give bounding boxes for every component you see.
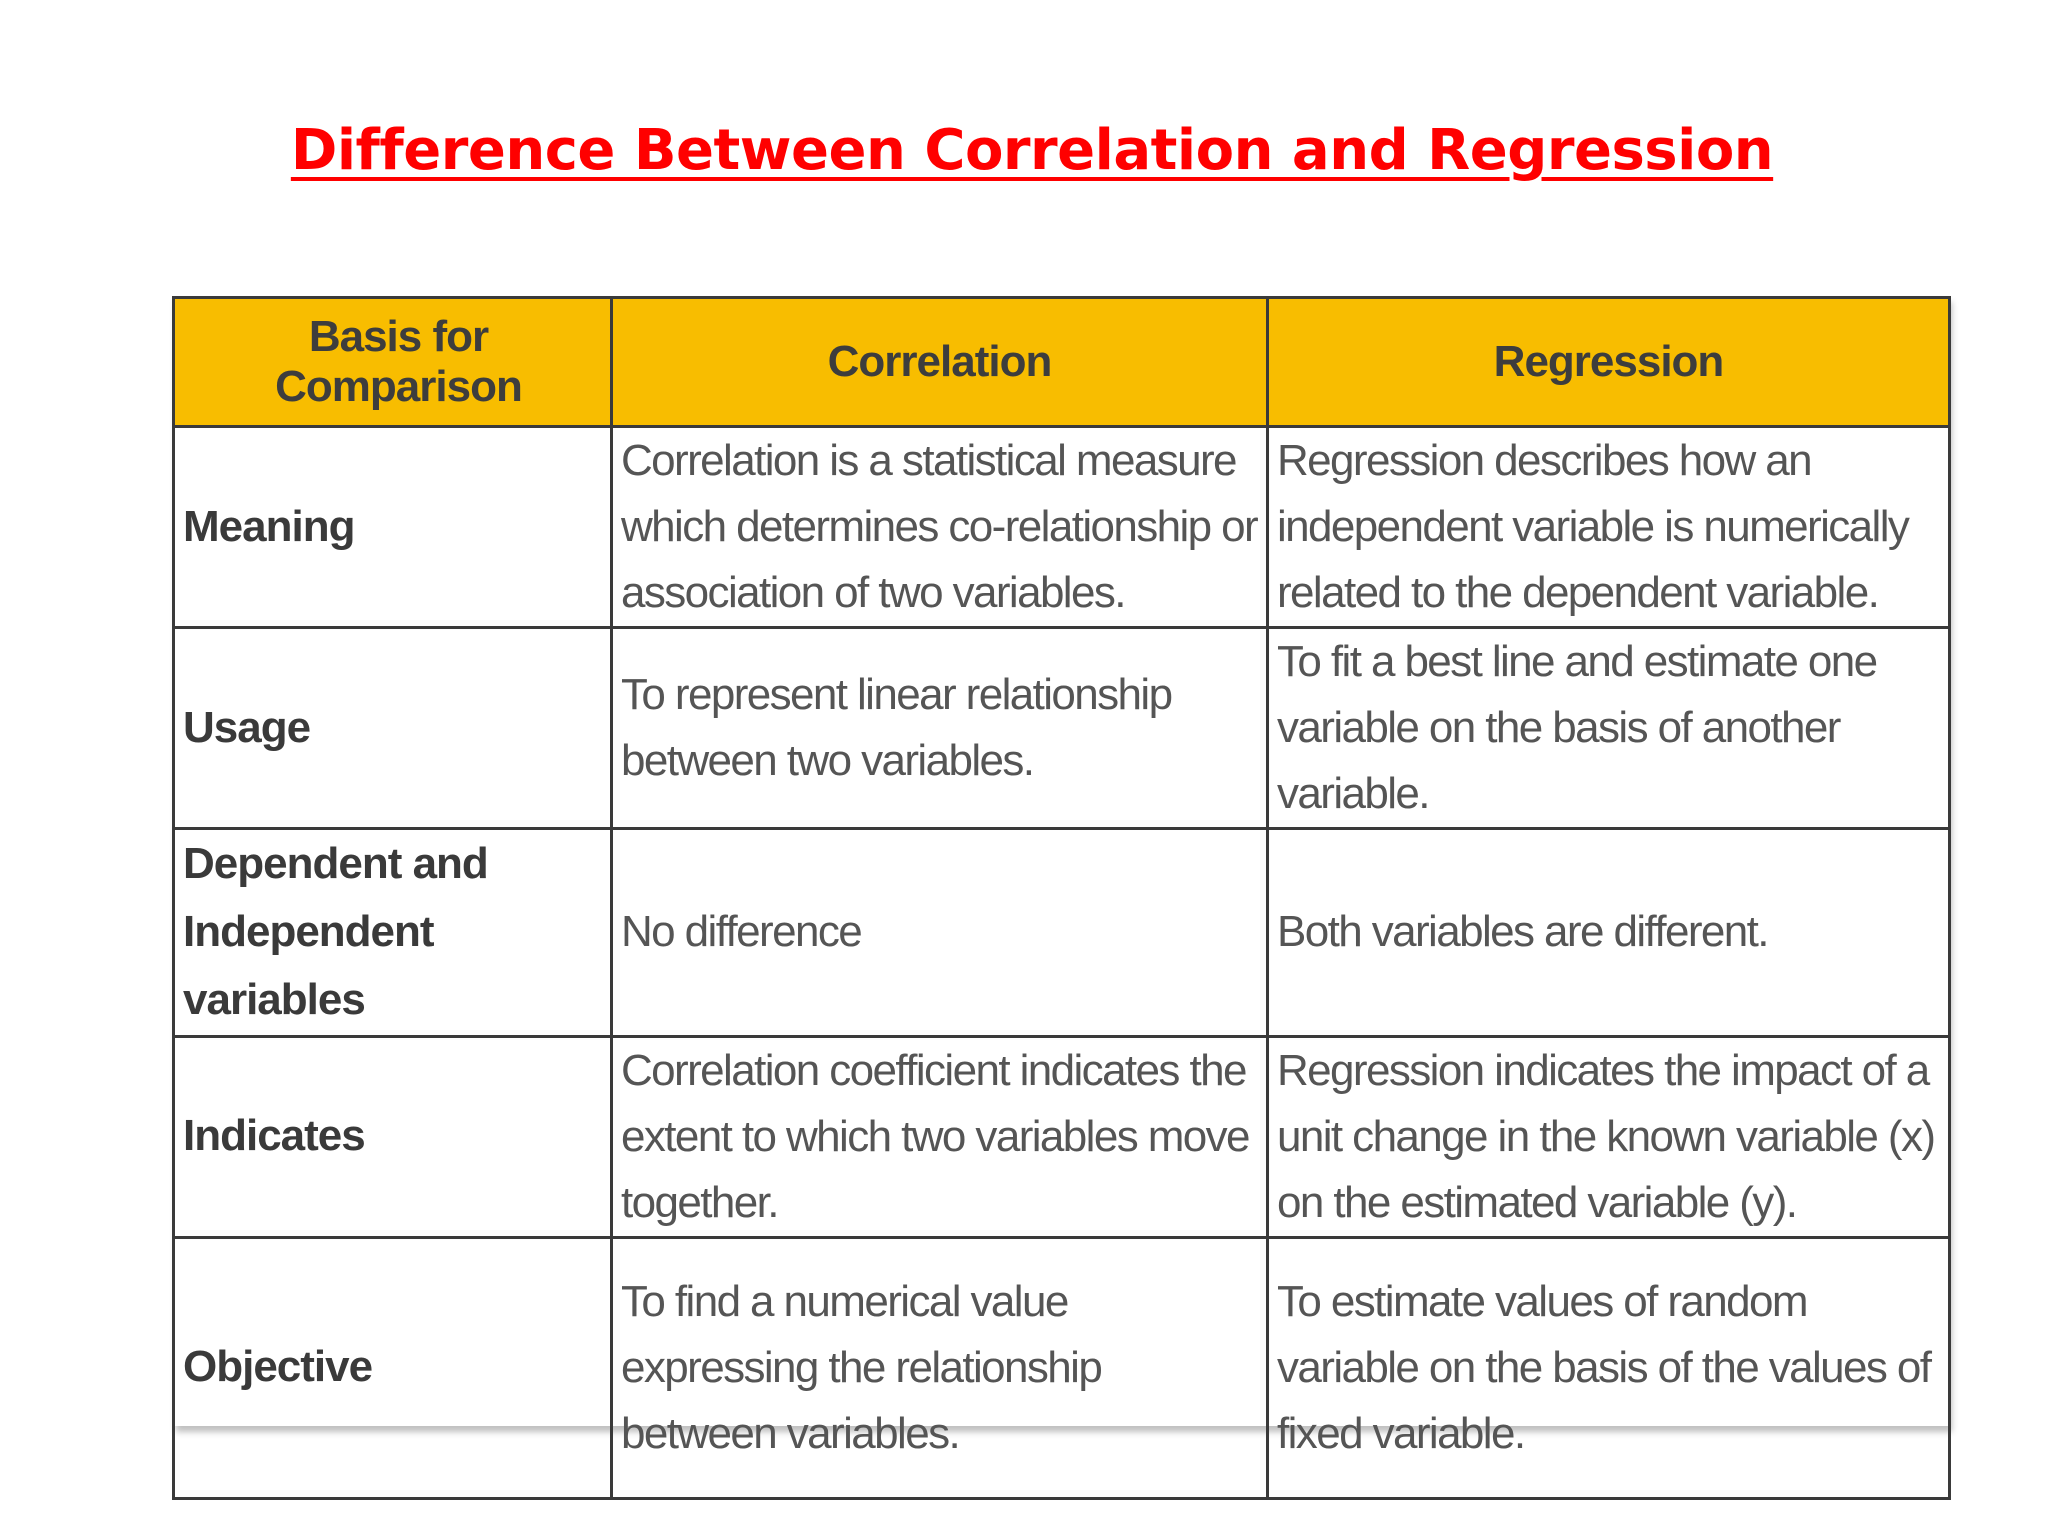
cell-correlation-usage: To represent linear relationship between two variables. — [612, 628, 1268, 829]
table-row — [174, 829, 1950, 1037]
table-header-row — [174, 298, 1950, 427]
cell-regression-meaning: Regression describes how an independent variable is numerically related to the dependent variable. — [1268, 427, 1950, 628]
row-basis-meaning: Meaning — [174, 427, 612, 628]
row-basis-indicates: Indicates — [174, 1036, 612, 1237]
table-row — [174, 1237, 1950, 1498]
comparison-table-frame — [172, 296, 1948, 1458]
cell-regression-indicates: Regression indicates the impact of a unit change in the known variable (x) on the estimated variable (y). — [1268, 1036, 1950, 1237]
table-row — [174, 628, 1950, 829]
cell-regression-dependent-independent: Both variables are different. — [1268, 829, 1950, 1037]
cell-correlation-indicates: Correlation coefficient indicates the extent to which two variables move together. — [612, 1036, 1268, 1237]
row-basis-objective: Objective — [174, 1237, 612, 1498]
cell-correlation-meaning: Correlation is a statistical measure which determines co-relationship or association of two variables. — [612, 427, 1268, 628]
cell-regression-usage: To fit a best line and estimate one variable on the basis of another variable. — [1268, 628, 1950, 829]
table-row — [174, 427, 1950, 628]
row-basis-usage: Usage — [174, 628, 612, 829]
row-basis-dependent-independent: Dependent and Independent variables — [174, 829, 612, 1037]
cell-regression-objective: To estimate values of random variable on the basis of the values of fixed variable. — [1268, 1237, 1950, 1498]
slide-title: Difference Between Correlation and Regression — [290, 118, 1774, 183]
cell-correlation-dependent-independent: No difference — [612, 829, 1268, 1037]
table-row — [174, 1036, 1950, 1237]
cell-correlation-objective: To find a numerical value expressing the relationship between variables. — [612, 1237, 1268, 1498]
header-correlation: Correlation — [612, 298, 1268, 427]
comparison-table — [172, 296, 1951, 1500]
header-regression: Regression — [1268, 298, 1950, 427]
header-basis: Basis for Comparison — [174, 298, 612, 427]
